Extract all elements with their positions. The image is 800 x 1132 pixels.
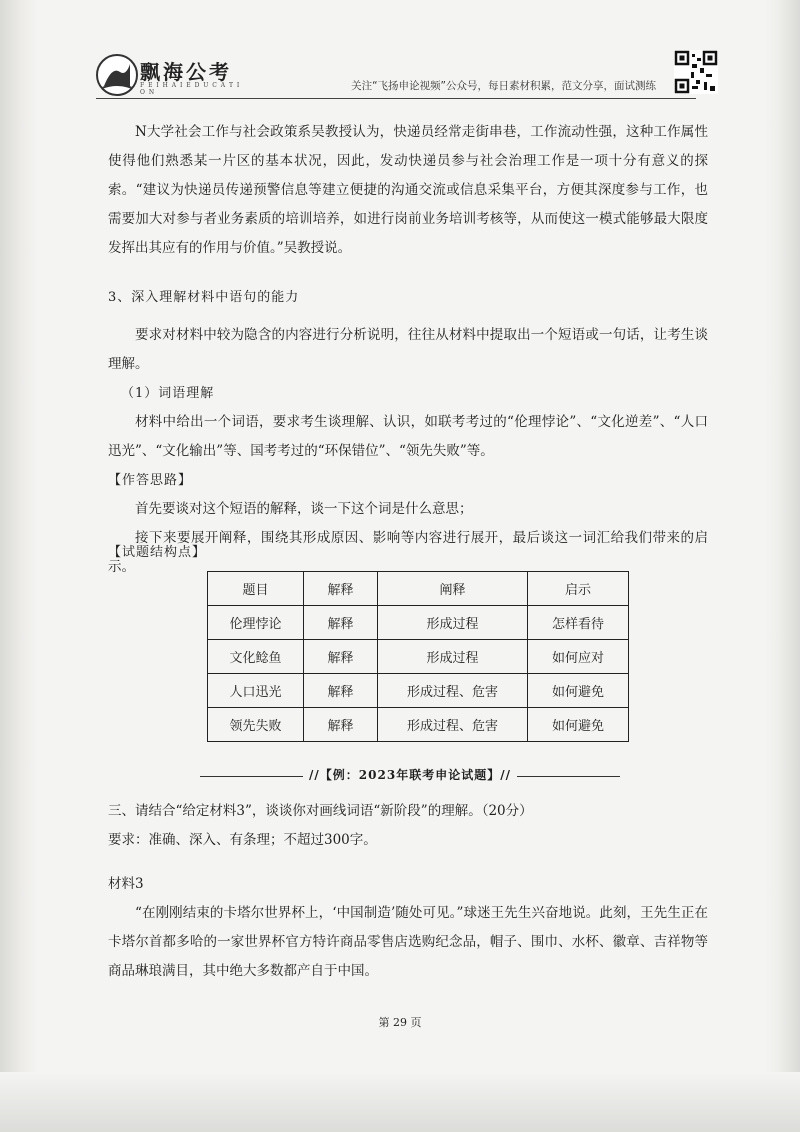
table-cell: 解释 — [304, 606, 378, 640]
table-header-cell: 阐释 — [378, 572, 528, 606]
table-cell: 领先失败 — [208, 708, 304, 742]
table-cell: 如何避免 — [528, 708, 629, 742]
material-block — [108, 870, 708, 986]
table-cell: 形成过程、危害 — [378, 708, 528, 742]
table-row — [208, 606, 629, 640]
table-cell: 解释 — [304, 674, 378, 708]
table-header-cell: 解释 — [304, 572, 378, 606]
table-row — [208, 708, 629, 742]
section-description: 要求对材料中较为隐含的内容进行分析说明，往往从材料中提取出一个短语或一句话，让考生谈理解。 — [108, 327, 708, 372]
intro-paragraph: N大学社会工作与社会政策系吴教授认为，快递员经常走街串巷，工作流动性强，这种工作属性使得他们熟悉某一片区的基本状况，因此，发动快递员参与社会治理工作是一项十分有意义的探索。“建议为快递员传递预警信息等建立便捷的沟通交流或信息采集平台，方便其深度参与工作，也需要加大对参与者业务素质的培训培养，如进行岗前业务培训考核等，从而使这一模式能够最大限度发挥出其应有的作用与价值。”吴教授说。 — [108, 124, 708, 256]
divider-line-right — [510, 776, 620, 777]
structure-table-wrap — [207, 571, 629, 742]
divider-line-left — [200, 776, 310, 777]
table-cell: 文化鲶鱼 — [208, 640, 304, 674]
table-header-cell: 启示 — [528, 572, 629, 606]
table-cell: 如何应对 — [528, 640, 629, 674]
subsection-heading: （1）词语理解 — [121, 386, 215, 401]
intro-block — [108, 118, 708, 263]
table-cell: 人口迅光 — [208, 674, 304, 708]
example-requirements: 要求：准确、深入、有条理；不超过300字。 — [108, 832, 377, 848]
subsection-description: 材料中给出一个词语，要求考生谈理解、认识，如联考考过的“伦理悖论”、“文化逆差”、“人口迅光”、“文化输出”等、国考考过的“环保错位”、“领先失败”等。 — [108, 414, 708, 459]
answer-idea-2: 接下来要展开阐释，围绕其形成原因、影响等内容进行展开，最后谈这一词汇给我们带来的启示。 — [108, 530, 708, 575]
brand-logo — [96, 54, 246, 96]
scan-shadow-bottom — [0, 1072, 800, 1132]
table-cell: 伦理悖论 — [208, 606, 304, 640]
table-row — [208, 640, 629, 674]
structure-label: 【试题结构点】 — [108, 545, 207, 560]
example-question-block — [108, 797, 708, 855]
header-divider — [96, 98, 696, 99]
material-text: “在刚刚结束的卡塔尔世界杯上，‘中国制造’随处可见。”球迷王先生兴奋地说。此刻，王先生正在卡塔尔首都多哈的一家世界杯官方特许商品零售店选购纪念品，帽子、围巾、水杯、徽章、吉祥物等商品琳琅满目，其中绝大多数都产自于中国。 — [108, 905, 708, 979]
structure-table — [207, 571, 629, 742]
logo-subtitle: F E I H A I E D U C A T I O N — [140, 82, 241, 96]
answer-idea-label: 【作答思路】 — [108, 473, 193, 488]
logo-mark-icon — [96, 54, 138, 96]
table-cell: 形成过程 — [378, 606, 528, 640]
example-question: 三、请结合“给定材料3”，谈谈你对画线词语“新阶段”的理解。（20分） — [108, 803, 533, 819]
structure-label-block — [108, 538, 708, 567]
scan-shadow-right — [764, 0, 800, 1132]
qr-code-icon — [674, 50, 718, 94]
table-row — [208, 674, 629, 708]
section-heading: 3、深入理解材料中语句的能力 — [108, 290, 300, 305]
table-header-row — [208, 572, 629, 606]
page-header — [96, 50, 696, 102]
example-divider — [200, 766, 620, 786]
table-cell: 形成过程 — [378, 640, 528, 674]
table-header-cell: 题目 — [208, 572, 304, 606]
material-label: 材料3 — [108, 876, 144, 892]
header-tagline: 关注“飞扬申论视频”公众号，每日素材积累，范文分享，面试测练 — [351, 80, 656, 92]
table-cell: 解释 — [304, 708, 378, 742]
logo-text: 飘海公考 — [140, 60, 232, 84]
table-cell: 解释 — [304, 640, 378, 674]
table-cell: 形成过程、危害 — [378, 674, 528, 708]
page-number: 第 29 页 — [378, 1016, 422, 1029]
example-divider-label: //【例：2023年联考申论试题】// — [303, 768, 517, 782]
answer-idea-1: 首先要谈对这个短语的解释，谈一下这个词是什么意思； — [135, 501, 473, 517]
scan-shadow-left — [0, 0, 38, 1132]
table-cell: 怎样看待 — [528, 606, 629, 640]
table-cell: 如何避免 — [528, 674, 629, 708]
